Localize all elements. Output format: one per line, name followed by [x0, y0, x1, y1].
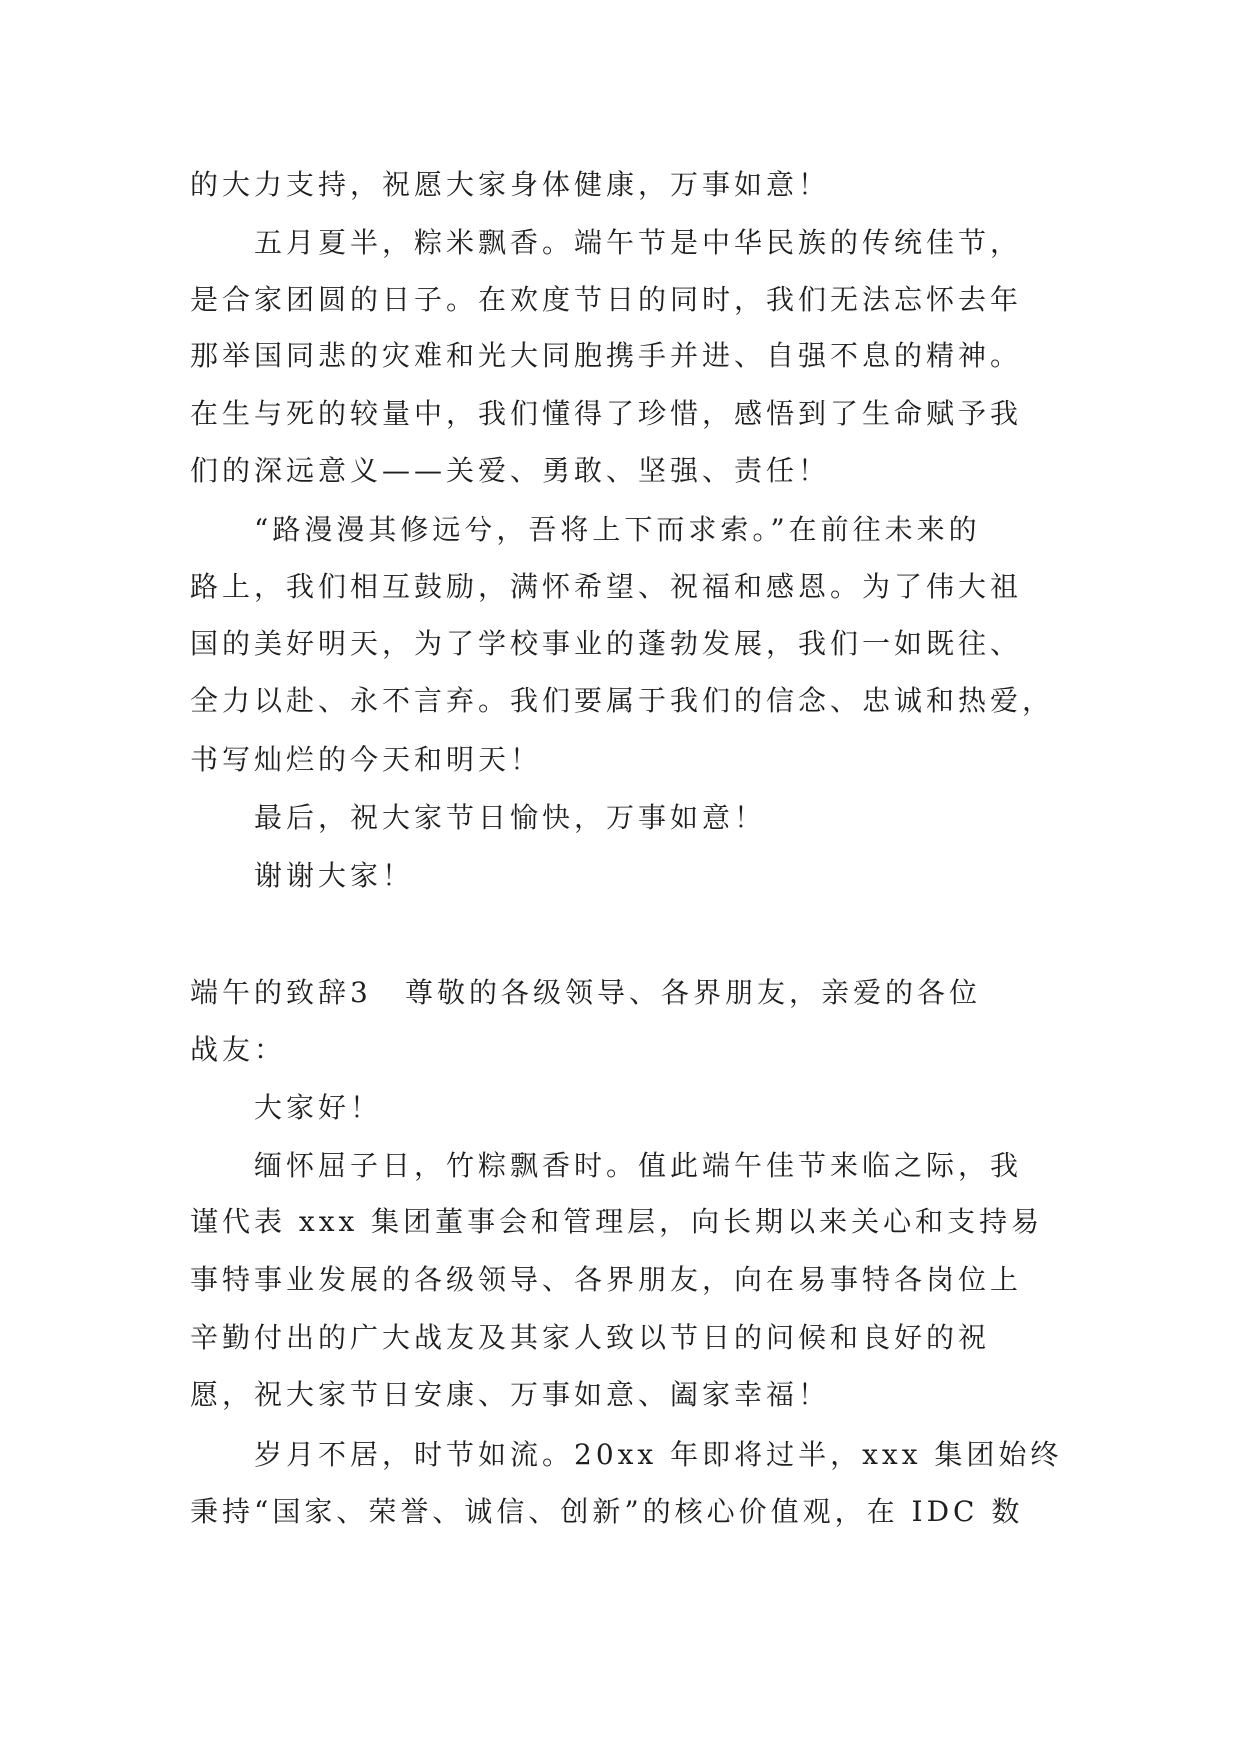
text-line: 愿，祝大家节日安康、万事如意、阖家幸福！	[190, 1378, 831, 1411]
text-line: “路漫漫其修远兮，吾将上下而求索。”在前往未来的	[254, 513, 981, 546]
text-line: 五月夏半，粽米飘香。端午节是中华民族的传统佳节，	[254, 226, 1023, 259]
text-line: 书写灿烂的今天和明天！	[190, 743, 543, 776]
text-line: 在生与死的较量中，我们懂得了珍惜，感悟到了生命赋予我	[190, 397, 1023, 430]
text-line: 战友：	[190, 1033, 287, 1066]
text-line: 秉持“国家、荣誉、诚信、创新”的核心价值观，在 IDC 数	[190, 1495, 1024, 1528]
text-line: 岁月不居，时节如流。20xx 年即将过半，xxx 集团始终	[254, 1438, 1063, 1471]
text-line: 辛勤付出的广大战友及其家人致以节日的问候和良好的祝	[190, 1321, 991, 1354]
section-heading: 端午的致辞3	[190, 976, 372, 1009]
text-line: 缅怀屈子日，竹粽飘香时。值此端午佳节来临之际，我	[254, 1149, 1023, 1182]
text-line: 谨代表 xxx 集团董事会和管理层，向长期以来关心和支持易	[190, 1205, 1044, 1238]
text-line: 大家好！	[254, 1091, 383, 1124]
text-line: 全力以赴、永不言弃。我们要属于我们的信念、忠诚和热爱，	[190, 684, 1055, 717]
text-line: 最后，祝大家节日愉快，万事如意！	[254, 801, 767, 834]
text-line: 事特事业发展的各级领导、各界朋友，向在易事特各岗位上	[190, 1263, 1023, 1296]
text-line: 的大力支持，祝愿大家身体健康，万事如意！	[190, 168, 831, 201]
text-line: 尊敬的各级领导、各界朋友，亲爱的各位	[405, 976, 982, 1009]
text-line: 谢谢大家！	[254, 859, 415, 892]
text-line: 是合家团圆的日子。在欢度节日的同时，我们无法忘怀去年	[190, 283, 1023, 316]
text-line: 那举国同悲的灾难和光大同胞携手并进、自强不息的精神。	[190, 339, 1023, 372]
text-line: 国的美好明天，为了学校事业的蓬勃发展，我们一如既往、	[190, 627, 1023, 660]
text-line: 路上，我们相互鼓励，满怀希望、祝福和感恩。为了伟大祖	[190, 570, 1023, 603]
text-line: 们的深远意义——关爱、勇敢、坚强、责任！	[190, 454, 831, 487]
